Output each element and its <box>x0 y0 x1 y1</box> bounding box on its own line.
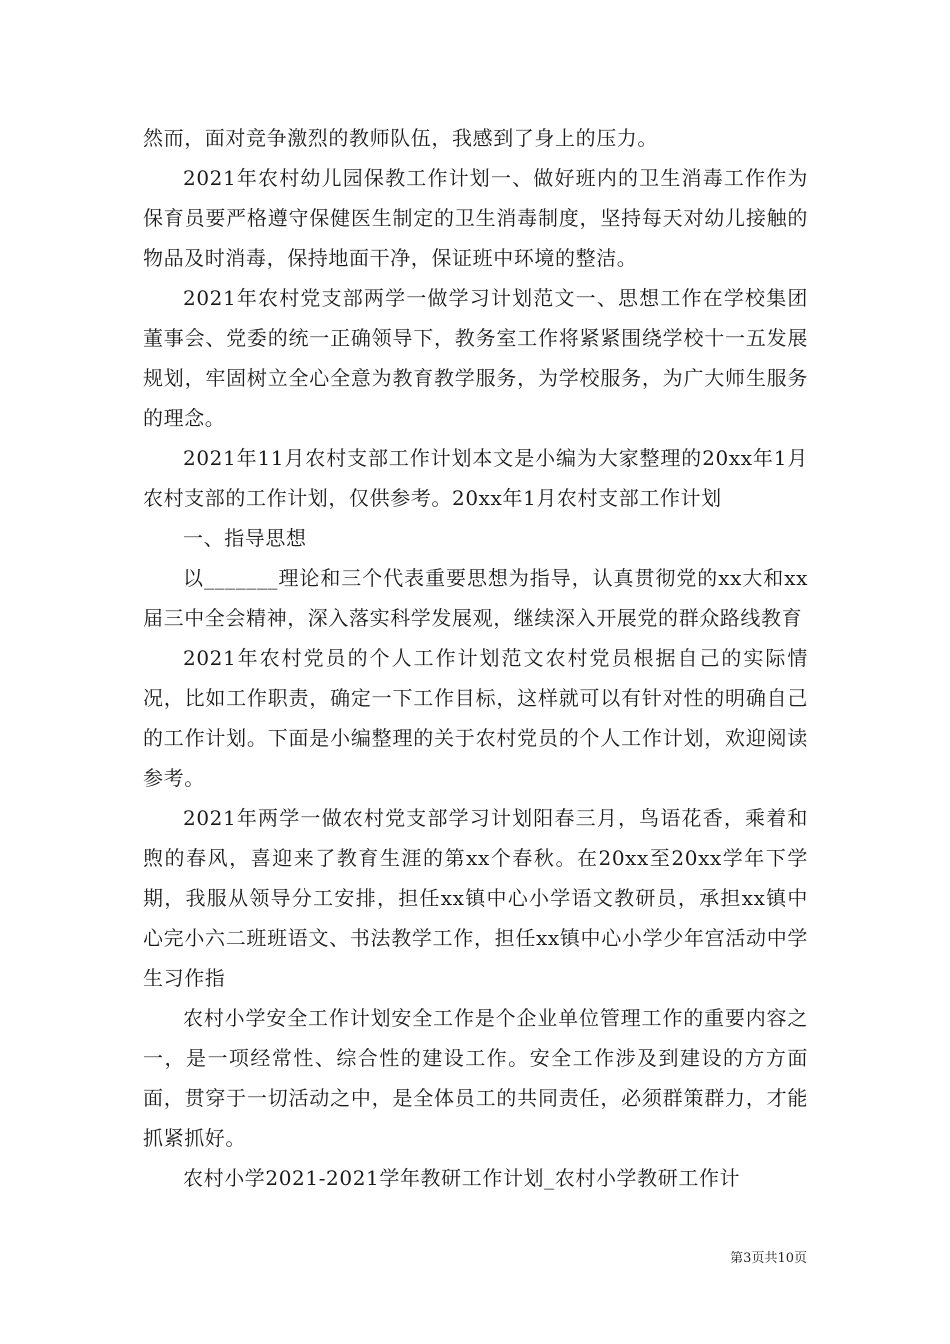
paragraph-8: 2021年两学一做农村党支部学习计划阳春三月，鸟语花香，乘着和煦的春风，喜迎来了教育生涯的第xx个春秋。在20xx至20xx学年下学期，我服从领导分工安排，担任xx镇中心小学语文教研员，承担xx镇中心完小六二班班语文、书法教学工作，担任xx镇中心小学少年宫活动中学生习作指 <box>143 806 808 990</box>
paragraph-3: 2021年农村党支部两学一做学习计划范文一、思想工作在学校集团董事会、党委的统一正确领导下，教务室工作将紧紧围绕学校十一五发展规划，牢固树立全心全意为教育教学服务，为学校服务，为广大师生服务的理念。 <box>143 286 808 430</box>
section-heading-guiding-ideology: 一、指导思想 <box>183 526 307 550</box>
page-number: 第3页共10页 <box>730 1251 807 1266</box>
paragraph-4: 2021年11月农村支部工作计划本文是小编为大家整理的20xx年1月农村支部的工作计划，仅供参考。20xx年1月农村支部工作计划 <box>143 446 808 510</box>
paragraph-1: 然而，面对竞争激烈的教师队伍，我感到了身上的压力。 <box>143 126 658 150</box>
paragraph-2: 2021年农村幼儿园保教工作计划一、做好班内的卫生消毒工作作为保育员要严格遵守保健医生制定的卫生消毒制度，坚持每天对幼儿接触的物品及时消毒，保持地面干净，保证班中环境的整洁。 <box>143 166 808 270</box>
paragraph-6: 以_______理论和三个代表重要思想为指导，认真贯彻党的xx大和xx届三中全会精神，深入落实科学发展观，继续深入开展党的群众路线教育 <box>143 566 808 630</box>
paragraph-9: 农村小学安全工作计划安全工作是个企业单位管理工作的重要内容之一，是一项经常性、综合性的建设工作。安全工作涉及到建设的方方面面，贯穿于一切活动之中，是全体员工的共同责任，必须群策群力，才能抓紧抓好。 <box>143 1006 808 1150</box>
paragraph-10: 农村小学2021-2021学年教研工作计划_农村小学教研工作计 <box>183 1166 741 1190</box>
paragraph-7: 2021年农村党员的个人工作计划范文农村党员根据自己的实际情况，比如工作职责，确定一下工作目标，这样就可以有针对性的明确自己的工作计划。下面是小编整理的关于农村党员的个人工作计划，欢迎阅读参考。 <box>143 646 808 790</box>
document-body <box>143 118 808 1198</box>
